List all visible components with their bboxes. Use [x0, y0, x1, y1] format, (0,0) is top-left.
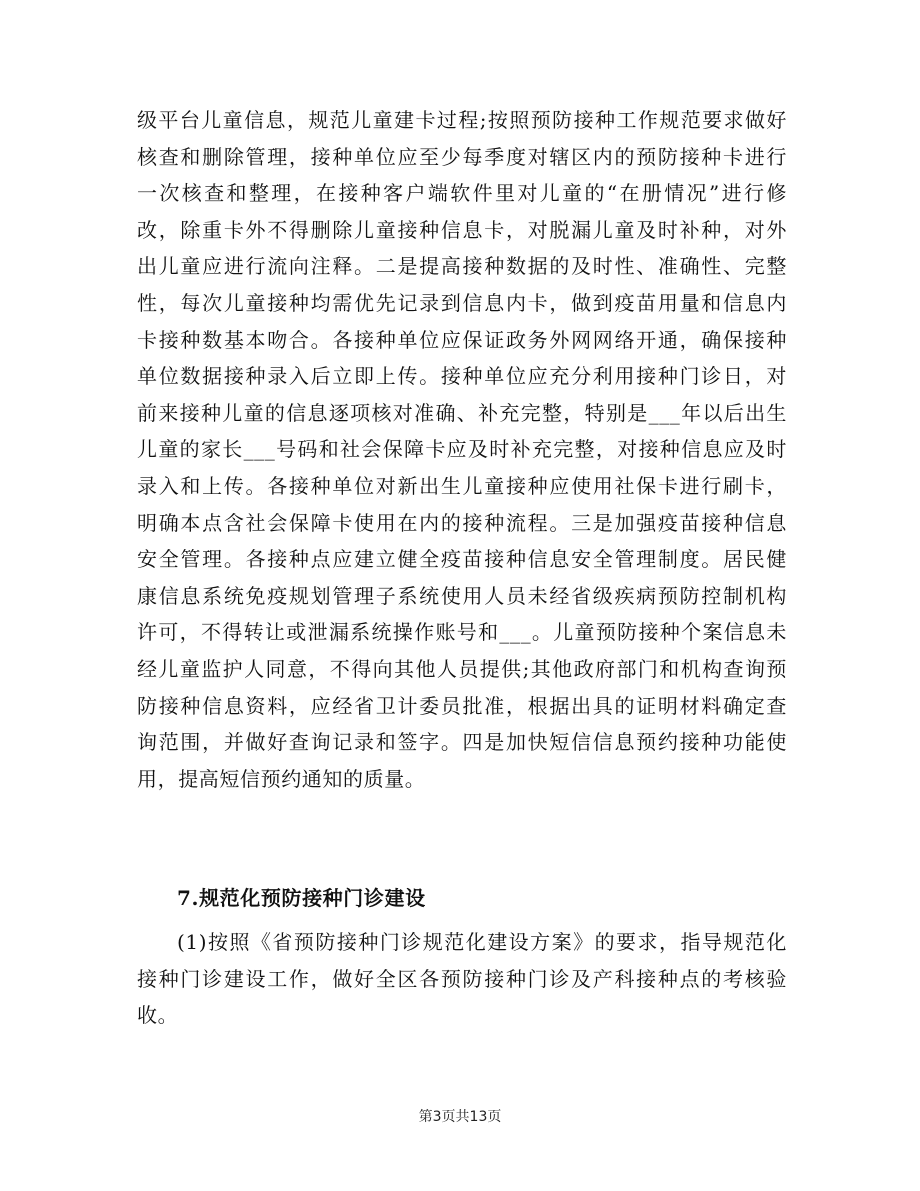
section-line: (1)按照《省预防接种门诊规范化建设方案》的要求，指导规范化 — [177, 930, 787, 954]
body-line: 级平台儿童信息，规范儿童建卡过程;按照预防接种工作规范要求做好 — [137, 108, 787, 132]
body-line: 单位数据接种录入后立即上传。接种单位应充分利用接种门诊日，对 — [137, 364, 787, 389]
body-line: 防接种信息资料，应经省卫计委员批准，根据出具的证明材料确定查 — [137, 693, 787, 718]
body-line: 安全管理。各接种点应建立健全疫苗接种信息安全管理制度。居民健 — [137, 547, 787, 572]
body-line: 性，每次儿童接种均需优先记录到信息内卡，做到疫苗用量和信息内 — [137, 290, 787, 315]
body-line: 卡接种数基本吻合。各接种单位应保证政务外网网络开通，确保接种 — [137, 327, 787, 352]
body-line: 询范围，并做好查询记录和签字。四是加快短信信息预约接种功能使 — [137, 730, 787, 755]
body-line: 核查和删除管理，接种单位应至少每季度对辖区内的预防接种卡进行 — [137, 144, 787, 169]
section-paragraph — [137, 924, 787, 1034]
body-line: 前来接种儿童的信息逐项核对准确、补充完整，特别是___年以后出生 — [137, 400, 787, 425]
body-line: 改，除重卡外不得删除儿童接种信息卡，对脱漏儿童及时补种，对外 — [137, 217, 787, 242]
body-line: 录入和上传。各接种单位对新出生儿童接种应使用社保卡进行刷卡， — [137, 473, 787, 498]
body-line: 一次核查和整理，在接种客户端软件里对儿童的“在册情况”进行修 — [137, 181, 787, 206]
page-number-footer: 第3页共13页 — [418, 1109, 502, 1125]
body-line: 经儿童监护人同意，不得向其他人员提供;其他政府部门和机构查询预 — [137, 656, 787, 681]
body-line: 许可，不得转让或泄漏系统操作账号和___。儿童预防接种个案信息未 — [137, 620, 787, 645]
body-line: 儿童的家长___号码和社会保障卡应及时补充完整，对接种信息应及时 — [137, 437, 787, 462]
body-line: 出儿童应进行流向注释。二是提高接种数据的及时性、准确性、完整 — [137, 254, 787, 279]
section-heading: 7.规范化预防接种门诊建设 — [177, 886, 426, 910]
body-paragraph — [137, 102, 787, 797]
body-line: 康信息系统免疫规划管理子系统使用人员未经省级疾病预防控制机构 — [137, 583, 787, 608]
section-line-last: 收。 — [137, 1003, 179, 1028]
section-line: 接种门诊建设工作，做好全区各预防接种门诊及产科接种点的考核验 — [137, 966, 787, 991]
body-line: 明确本点含社会保障卡使用在内的接种流程。三是加强疫苗接种信息 — [137, 510, 787, 535]
body-line-last: 用，提高短信预约通知的质量。 — [137, 766, 426, 791]
